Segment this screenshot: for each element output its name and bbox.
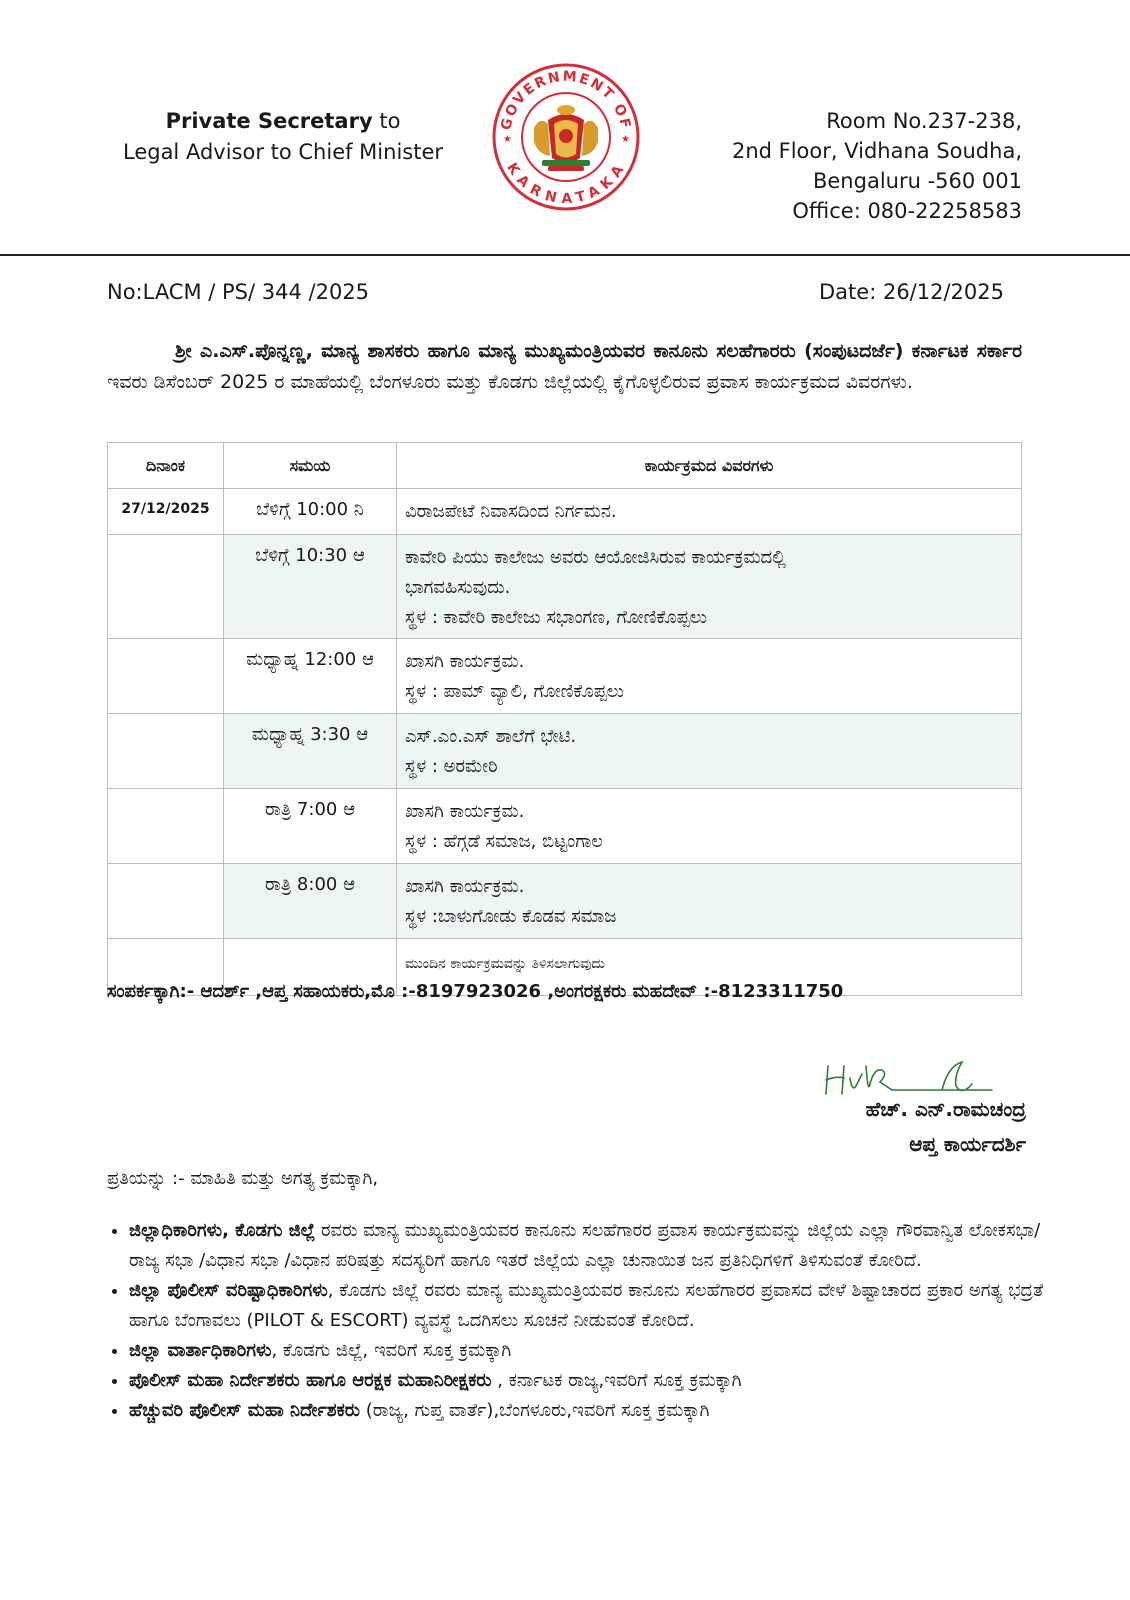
svg-text:★: ★ [503, 134, 512, 145]
table-row [108, 489, 1022, 535]
header-time: ಸಮಯ [224, 443, 397, 489]
row-details: ಖಾಸಗಿ ಕಾರ್ಯಕ್ರಮ. ಸ್ಥಳ : ಪಾಮ್ ವ್ಯಾಲಿ, ಗೋಣಿಕೊಪ್ಪಲು [397, 639, 1022, 714]
signatory-name: ಹೆಚ್. ಎನ್.ರಾಮಚಂದ್ರ [865, 1097, 1026, 1121]
signatory-designation: ಆಪ್ತ ಕಾರ್ಯದರ್ಶಿ [909, 1132, 1026, 1156]
list-item: • ಜಿಲ್ಲಾ ವಾರ್ತಾಧಿಕಾರಿಗಳು, ಕೊಡಗು ಜಿಲ್ಲೆ, ಇವರಿಗೆ ಸೂಕ್ತ ಕ್ರಮಕ್ಕಾಗಿ [129, 1336, 1049, 1366]
header-date: ದಿನಾಂಕ [108, 443, 224, 489]
emblem-ring-bottom-text: KARNATAKA [503, 160, 629, 208]
office-address [732, 106, 1022, 226]
table-header-row [108, 443, 1022, 489]
letter-date: Date: 26/12/2025 [819, 280, 1004, 304]
office-title-line1: Private Secretary to [165, 109, 401, 133]
row-date: 27/12/2025 [108, 489, 224, 535]
header-details: ಕಾರ್ಯಕ್ರಮದ ವಿವರಗಳು [397, 443, 1022, 489]
address-line3: Bengaluru -560 001 [812, 169, 1022, 193]
intro-bold: ಶ್ರೀ ಎ.ಎಸ್.ಪೊನ್ನಣ್ಣ, ಮಾನ್ಯ ಶಾಸಕರು ಹಾಗೂ ಮಾನ್ಯ ಮುಖ್ಯಮಂತ್ರಿಯವರ ಕಾನೂನು ಸಲಹೆಗಾರರು (ಸಂಪುಟದರ್ಜೆ) ಕರ್ನಾಟಕ ಸರ್ಕಾರ [175, 340, 1022, 362]
svg-text:★: ★ [621, 134, 630, 145]
table-row [108, 714, 1022, 789]
footer-note: ಮುಂದಿನ ಕಾರ್ಯಕ್ರಮವನ್ನು ತಿಳಿಸಲಾಗುವುದು [397, 939, 1022, 996]
list-item: • ಪೊಲೀಸ್ ಮಹಾ ನಿರ್ದೇಶಕರು ಹಾಗೂ ಆರಕ್ಷಕ ಮಹಾನಿರೀಕ್ಷಕರು , ಕರ್ನಾಟಕ ರಾಜ್ಯ,ಇವರಿಗೆ ಸೂಕ್ತ ಕ್ರಮಕ್ಕಾಗಿ [129, 1366, 1049, 1396]
crest-icon [534, 105, 598, 171]
address-line1: Room No.237-238, [826, 109, 1022, 133]
copy-to-label: ಪ್ರತಿಯನ್ನು :- ಮಾಹಿತಿ ಮತ್ತು ಅಗತ್ಯ ಕ್ರಮಕ್ಕಾಗಿ, [107, 1168, 379, 1189]
row-details: ಖಾಸಗಿ ಕಾರ್ಯಕ್ರಮ. ಸ್ಥಳ : ಹೆಗ್ಗಡೆ ಸಮಾಜ, ಬಿಟ್ಟಂಗಾಲ [397, 789, 1022, 864]
row-time: ಬೆಳಿಗ್ಗೆ 10:00 ನಿ [224, 489, 397, 535]
row-time: ರಾತ್ರಿ 7:00 ಆ [224, 789, 397, 864]
row-details: ಖಾಸಗಿ ಕಾರ್ಯಕ್ರಮ. ಸ್ಥಳ :ಬಾಳುಗೋಡು ಕೊಡವ ಸಮಾಜ [397, 864, 1022, 939]
row-date [108, 639, 224, 714]
emblem-ring-top-text: GOVERNMENT OF [498, 68, 634, 132]
table-row [108, 639, 1022, 714]
row-time: ಬೆಳಿಗ್ಗೆ 10:30 ಆ [224, 535, 397, 639]
address-phone: Office: 080-22258583 [792, 199, 1022, 223]
row-time: ರಾತ್ರಿ 8:00 ಆ [224, 864, 397, 939]
list-item: • ಜಿಲ್ಲಾಧಿಕಾರಿಗಳು, ಕೊಡಗು ಜಿಲ್ಲೆ ರವರು ಮಾನ್ಯ ಮುಖ್ಯಮಂತ್ರಿಯವರ ಕಾನೂನು ಸಲಹೆಗಾರರ ಪ್ರವಾಸ ಕಾರ್ಯಕ್ರಮವನ್ನು ಜಿಲ್ಲೆಯ ಎಲ್ಲಾ ಗೌರವಾನ್ವಿತ ಲೋಕಸಭಾ/ರಾಜ್ಯ ಸಭಾ /ವಿಧಾನ ಸಭಾ /ವಿಧಾನ ಪರಿಷತ್ತು ಸದಸ್ಯರಿಗೆ ಹಾಗೂ ಇತರೆ ಜಿಲ್ಲೆಯ ಎಲ್ಲಾ ಚುನಾಯಿತ ಜನ ಪ್ರತಿನಿಧಿಗಳಿಗೆ ತಿಳಿಸುವಂತೆ ಕೋರಿದೆ. [129, 1216, 1049, 1276]
list-item: • ಜಿಲ್ಲಾ ಪೊಲೀಸ್ ವರಿಷ್ಟಾಧಿಕಾರಿಗಳು, ಕೊಡಗು ಜಿಲ್ಲೆ ರವರು ಮಾನ್ಯ ಮುಖ್ಯಮಂತ್ರಿಯವರ ಕಾನೂನು ಸಲಹೆಗಾರರ ಪ್ರವಾಸದ ವೇಳೆ ಶಿಷ್ಟಾಚಾರದ ಪ್ರಕಾರ ಅಗತ್ಯ ಭದ್ರತೆ ಹಾಗೂ ಬೆಂಗಾವಲು (PILOT & ESCORT) ವ್ಯವಸ್ಥೆ ಒದಗಿಸಲು ಸೂಚನೆ ನೀಡುವಂತೆ ಕೋರಿದೆ. [129, 1276, 1049, 1336]
row-date [108, 714, 224, 789]
distribution-list [107, 1216, 1049, 1426]
list-item: • ಹೆಚ್ಚುವರಿ ಪೊಲೀಸ್ ಮಹಾ ನಿರ್ದೇಶಕರು (ರಾಜ್ಯ, ಗುಪ್ತ ವಾರ್ತೆ),ಬೆಂಗಳೂರು,ಇವರಿಗೆ ಸೂಕ್ತ ಕ್ರಮಕ್ಕಾಗಿ [129, 1396, 1049, 1426]
table-row [108, 535, 1022, 639]
intro-paragraph [107, 336, 1022, 398]
header-divider [0, 254, 1130, 256]
row-time: ಮಧ್ಯಾಹ್ನ 3:30 ಆ [224, 714, 397, 789]
table-row [108, 864, 1022, 939]
row-details: ಎಸ್.ಎಂ.ಎಸ್ ಶಾಲೆಗೆ ಭೇಟಿ. ಸ್ಥಳ : ಅರಮೇರಿ [397, 714, 1022, 789]
table-row [108, 789, 1022, 864]
contact-line: ಸಂಪರ್ಕಕ್ಕಾಗಿ:- ಆದರ್ಶ್ ,ಆಪ್ತ ಸಹಾಯಕರು,ಮೊ :-8197923026 ,ಅಂಗರಕ್ಷಕರು ಮಹದೇವ್ :-8123311750 [107, 981, 844, 1002]
office-title-line2: Legal Advisor to Chief Minister [122, 140, 444, 164]
row-date [108, 535, 224, 639]
schedule-table [107, 442, 1022, 996]
office-title [118, 106, 448, 168]
row-date [108, 864, 224, 939]
row-details: ಕಾವೇರಿ ಪಿಯು ಕಾಲೇಜು ಅವರು ಆಯೋಜಿಸಿರುವ ಕಾರ್ಯಕ್ರಮದಲ್ಲಿ ಭಾಗವಹಿಸುವುದು. ಸ್ಥಳ : ಕಾವೇರಿ ಕಾಲೇಜು ಸಭಾಂಗಣ, ಗೋಣಿಕೊಪ್ಪಲು [397, 535, 1022, 639]
row-details: ವಿರಾಜಪೇಟೆ ನಿವಾಸದಿಂದ ನಿರ್ಗಮನ. [397, 489, 1022, 535]
reference-number: No:LACM / PS/ 344 /2025 [107, 280, 370, 304]
address-line2: 2nd Floor, Vidhana Soudha, [731, 139, 1022, 163]
government-emblem-icon [490, 58, 642, 216]
intro-rest: ಇವರು ಡಿಸೆಂಬರ್ 2025 ರ ಮಾಹೆಯಲ್ಲಿ ಬೆಂಗಳೂರು ಮತ್ತು ಕೊಡಗು ಜಿಲ್ಲೆಯಲ್ಲಿ ಕೈಗೊಳ್ಳಲಿರುವ ಪ್ರವಾಸ ಕಾರ್ಯಕ್ರಮದ ವಿವರಗಳು. [107, 371, 913, 393]
row-date [108, 789, 224, 864]
row-time: ಮಧ್ಯಾಹ್ನ 12:00 ಆ [224, 639, 397, 714]
signature-icon [822, 1056, 1012, 1102]
